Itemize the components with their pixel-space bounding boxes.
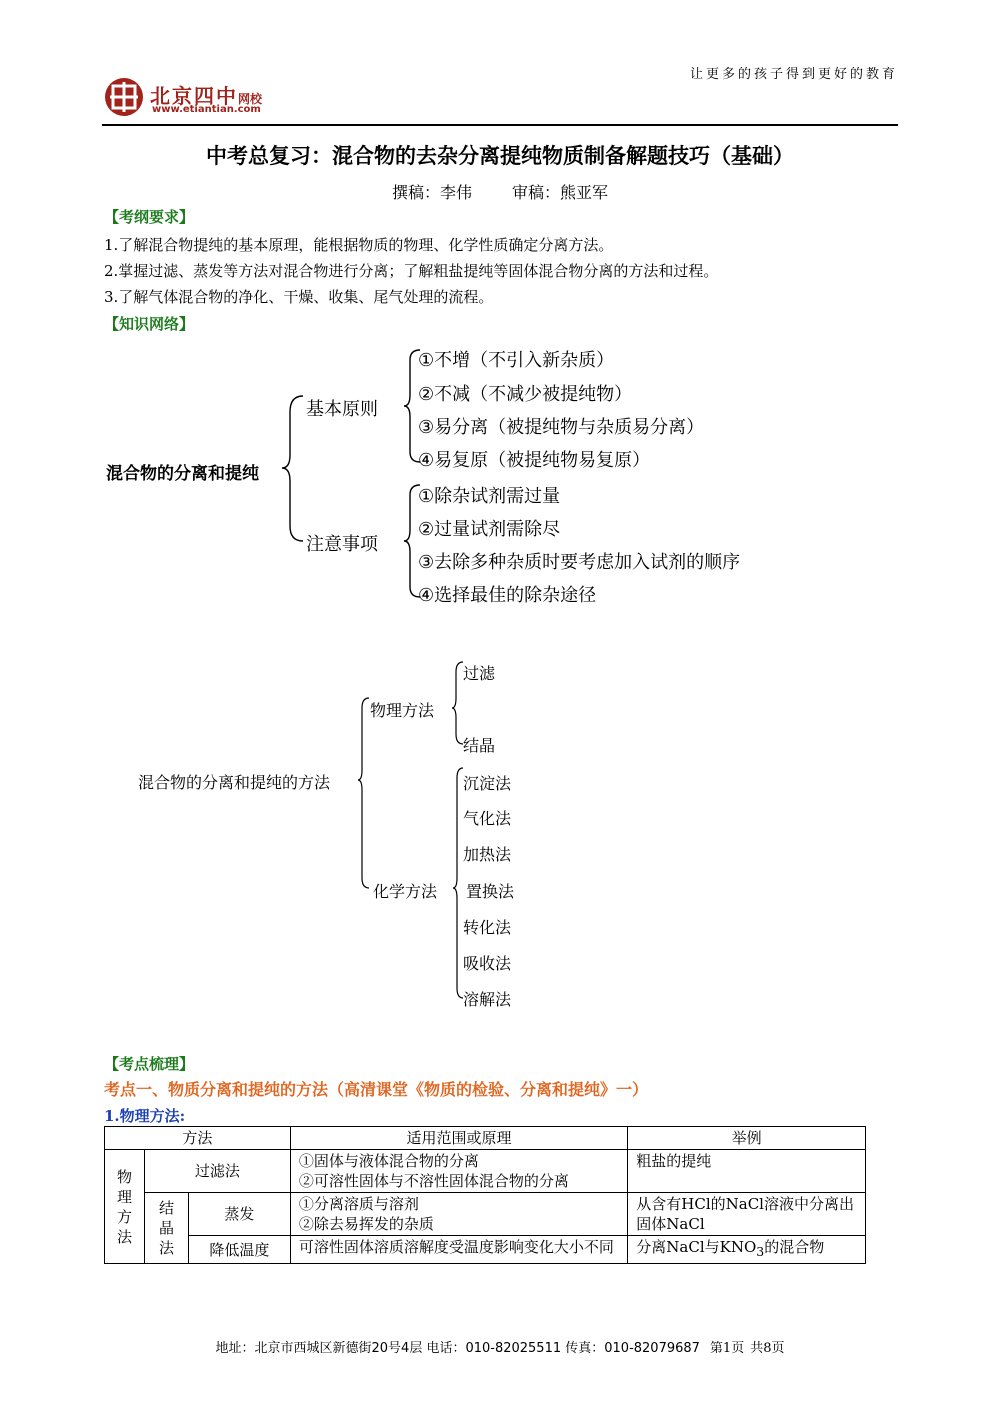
diagram2-item: 气化法	[463, 809, 512, 828]
requirement-item: 3.了解气体混合物的净化、干燥、收集、尾气处理的流程。	[104, 288, 494, 306]
section-points-title: 【考点梳理】	[104, 1055, 195, 1073]
diagram1-item: ③去除多种杂质时要考虑加入试剂的顺序	[418, 552, 741, 573]
table-row	[105, 1193, 866, 1236]
kaodian-title: 考点一、物质分离和提纯的方法（高清课堂《物质的检验、分离和提纯》一）	[104, 1080, 649, 1099]
diagram2-branch-label: 化学方法	[373, 882, 438, 901]
slogan: 让更多的孩子得到更好的教育	[689, 67, 898, 82]
table-row	[105, 1150, 866, 1193]
diagram1-item: ③易分离（被提纯物与杂质易分离）	[418, 417, 705, 438]
diagram1-item: ②不减（不减少被提纯物）	[418, 384, 633, 405]
page-number: 第1页 共8页	[709, 1341, 785, 1356]
table-example-cell: 粗盐的提纯	[628, 1150, 866, 1193]
section-requirements-title: 【考纲要求】	[104, 208, 195, 226]
diagram2-branch-label: 物理方法	[370, 701, 435, 720]
diagram2-root: 混合物的分离和提纯的方法	[138, 773, 331, 792]
diagram1-branch-label: 基本原则	[306, 399, 378, 420]
diagram1-root: 混合物的分离和提纯	[106, 464, 259, 484]
table-group-cell: 物理方法	[105, 1150, 145, 1264]
diagram1-item: ①不增（不引入新杂质）	[418, 350, 615, 371]
diagram2-item: 吸收法	[463, 954, 512, 973]
diagram2-item: 沉淀法	[463, 774, 512, 793]
author-writer: 撰稿：李伟	[391, 183, 472, 202]
diagram1-item: ②过量试剂需除尽	[418, 519, 561, 540]
diagram2-item: 置换法	[466, 882, 515, 901]
table-example-cell: 从含有HCl的NaCl溶液中分离出固体NaCl	[628, 1193, 866, 1236]
diagram2-item: 转化法	[463, 918, 512, 937]
diagram2-item: 结晶	[463, 736, 496, 755]
requirement-item: 2.掌握过滤、蒸发等方法对混合物进行分离；了解粗盐提纯等固体混合物分离的方法和过程。	[104, 262, 719, 280]
page-title: 中考总复习：混合物的去杂分离提纯物质制备解题技巧（基础）	[206, 143, 794, 168]
table-principle-cell: 可溶性固体溶质溶解度受温度影响变化大小不同	[290, 1236, 627, 1264]
table-header-row	[105, 1127, 866, 1150]
table-principle-cell: ①分离溶质与溶剂 ②除去易挥发的杂质	[290, 1193, 627, 1236]
author-reviewer: 审稿：熊亚军	[512, 183, 609, 202]
footer	[0, 1337, 1000, 1356]
table-header-cell: 方法	[105, 1127, 291, 1150]
diagram1-item: ④选择最佳的除杂途径	[418, 585, 597, 606]
kaodian-subtitle: 1.物理方法:	[104, 1107, 186, 1125]
logo-name: 北京四中网校	[150, 84, 263, 108]
footer-address: 地址：北京市西城区新德街20号4层 电话：010-82025511 传真：010-82079687	[215, 1341, 700, 1356]
table-header-cell: 适用范围或原理	[290, 1127, 627, 1150]
diagram1-branch-label: 注意事项	[306, 534, 378, 555]
table-example-cell: 分离NaCl与$KNO_3$的混合物	[628, 1236, 866, 1264]
section-network-title: 【知识网络】	[104, 315, 195, 333]
table-principle-cell: ①固体与液体混合物的分离 ②可溶性固体与不溶性固体混合物的分离	[290, 1150, 627, 1193]
diagram1-brackets	[0, 0, 1000, 640]
diagram1-item: ④易复原（被提纯物易复原）	[418, 450, 651, 471]
table-header-cell: 举例	[628, 1127, 866, 1150]
table-method-cell: 过滤法	[144, 1150, 290, 1193]
requirement-item: 1.了解混合物提纯的基本原理，能根据物质的物理、化学性质确定分离方法。	[104, 236, 614, 254]
table-method-cell: 蒸发	[188, 1193, 290, 1236]
table-row	[105, 1236, 866, 1264]
logo-url: www.etiantian.com	[152, 104, 261, 115]
diagram2-item: 加热法	[463, 845, 512, 864]
table-subgroup-cell: 结晶法	[144, 1193, 188, 1264]
table-method-cell: 降低温度	[188, 1236, 290, 1264]
diagram1-item: ①除杂试剂需过量	[418, 486, 561, 507]
methods-table	[104, 1126, 866, 1264]
diagram2-item: 过滤	[463, 664, 496, 683]
diagram2-item: 溶解法	[463, 990, 512, 1009]
